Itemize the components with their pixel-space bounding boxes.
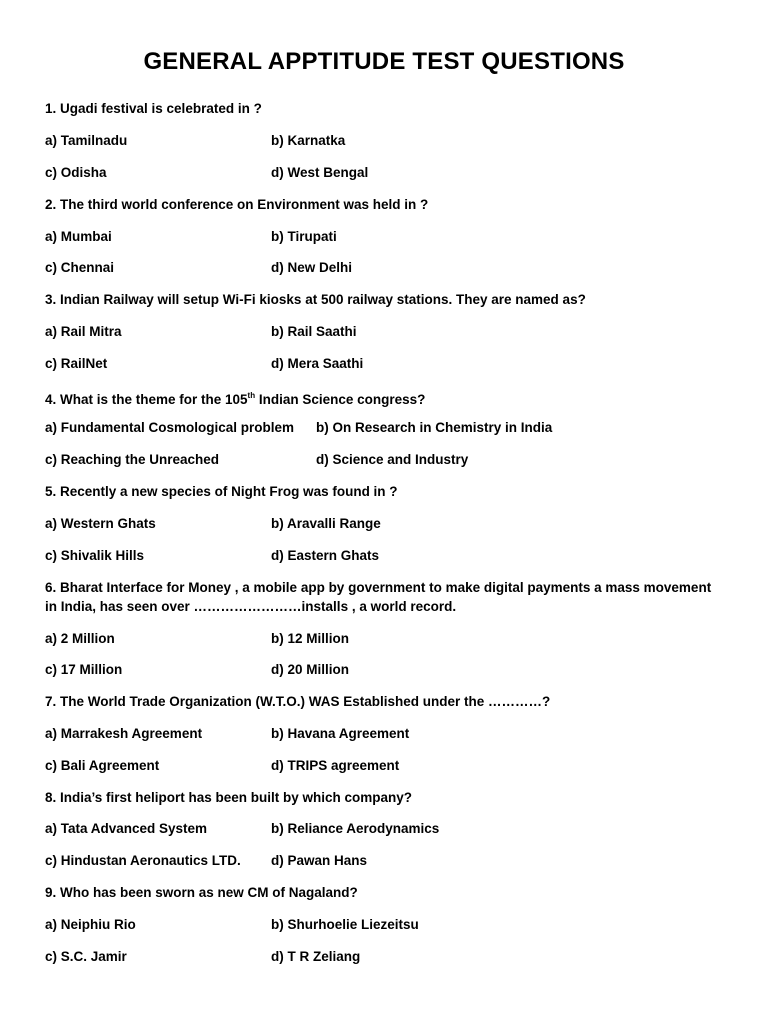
- q4-option-b: b) On Research in Chemistry in India: [316, 420, 553, 435]
- question-4-text-end: Indian Science congress?: [255, 392, 426, 407]
- q5-option-d: d) Eastern Ghats: [271, 548, 380, 563]
- q6-option-a: a) 2 Million: [45, 631, 115, 646]
- q6-option-d: d) 20 Million: [271, 662, 350, 677]
- q5-option-a: a) Western Ghats: [45, 516, 156, 531]
- q7-option-b: b) Havana Agreement: [271, 726, 410, 741]
- question-8: 8. India’s first heliport has been built by which company?: [45, 790, 413, 805]
- q4-option-a: a) Fundamental Cosmological problem: [45, 420, 295, 435]
- q9-option-b: b) Shurhoelie Liezeitsu: [271, 917, 419, 932]
- q2-option-c: c) Chennai: [45, 260, 115, 275]
- q3-option-a: a) Rail Mitra: [45, 324, 122, 339]
- q4-option-d: d) Science and Industry: [316, 452, 469, 467]
- q1-option-a: a) Tamilnadu: [45, 133, 128, 148]
- question-9: 9. Who has been sworn as new CM of Nagaland?: [45, 885, 358, 900]
- q6-option-b: b) 12 Million: [271, 631, 350, 646]
- q8-option-d: d) Pawan Hans: [271, 853, 368, 868]
- q1-option-c: c) Odisha: [45, 165, 107, 180]
- q2-option-a: a) Mumbai: [45, 229, 112, 244]
- q3-option-c: c) RailNet: [45, 356, 108, 371]
- q5-option-c: c) Shivalik Hills: [45, 548, 145, 563]
- question-1: 1. Ugadi festival is celebrated in ?: [45, 101, 262, 116]
- q7-option-a: a) Marrakesh Agreement: [45, 726, 203, 741]
- page-title: GENERAL APPTITUDE TEST QUESTIONS: [143, 48, 625, 75]
- question-3: 3. Indian Railway will setup Wi-Fi kiosks at 500 railway stations. They are named as?: [45, 292, 586, 307]
- q8-option-a: a) Tata Advanced System: [45, 821, 208, 836]
- q3-option-b: b) Rail Saathi: [271, 324, 357, 339]
- question-6: 6. Bharat Interface for Money , a mobile app by government to make digital payments a mass movement in India, has seen over ……………………installs , a world record.: [45, 580, 712, 614]
- q2-option-b: b) Tirupati: [271, 229, 337, 244]
- q7-option-c: c) Bali Agreement: [45, 758, 160, 773]
- q7-option-d: d) TRIPS agreement: [271, 758, 400, 773]
- question-4-superscript: th: [247, 391, 256, 400]
- q8-option-c: c) Hindustan Aeronautics LTD.: [45, 853, 241, 868]
- q2-option-d: d) New Delhi: [271, 260, 353, 275]
- question-2: 2. The third world conference on Environment was held in ?: [45, 197, 429, 212]
- question-4: [45, 386, 725, 409]
- q3-option-d: d) Mera Saathi: [271, 356, 364, 371]
- question-5: 5. Recently a new species of Night Frog was found in ?: [45, 484, 398, 499]
- q1-option-b: b) Karnatka: [271, 133, 346, 148]
- q1-option-d: d) West Bengal: [271, 165, 369, 180]
- q4-option-c: c) Reaching the Unreached: [45, 452, 220, 467]
- q6-option-c: c) 17 Million: [45, 662, 123, 677]
- q9-option-c: c) S.C. Jamir: [45, 949, 127, 964]
- question-7: 7. The World Trade Organization (W.T.O.) WAS Established under the …………?: [45, 694, 551, 709]
- q9-option-d: d) T R Zeliang: [271, 949, 361, 964]
- q9-option-a: a) Neiphiu Rio: [45, 917, 136, 932]
- q8-option-b: b) Reliance Aerodynamics: [271, 821, 440, 836]
- q5-option-b: b) Aravalli Range: [271, 516, 381, 531]
- question-4-text-start: 4. What is the theme for the 105: [45, 392, 248, 407]
